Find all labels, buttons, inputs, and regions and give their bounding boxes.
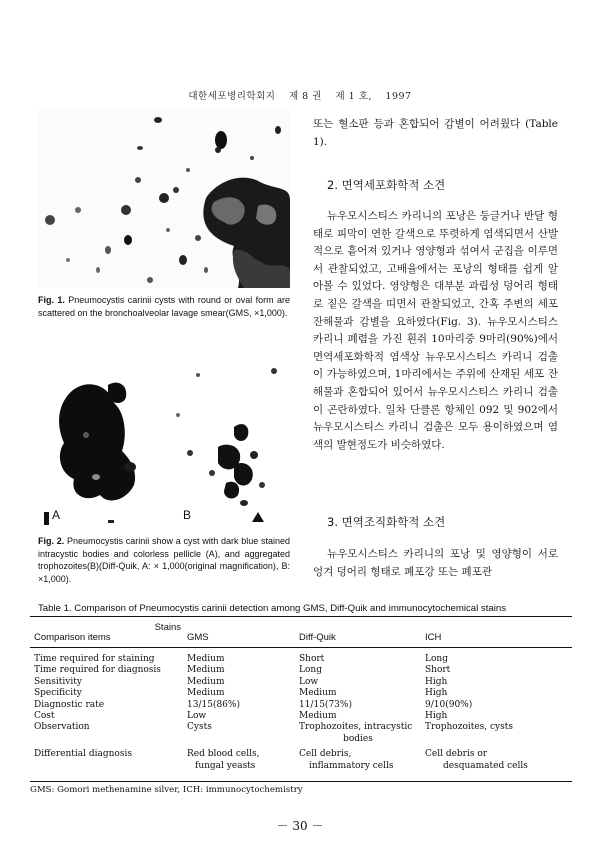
table-row <box>30 711 572 722</box>
table-cell-diffquik: Short <box>299 654 325 664</box>
table-cell-ich: 9/10(90%) <box>425 699 473 710</box>
section-3-paragraph: 뉴우모시스티스 카리니의 포낭 및 영양형이 서로 엉겨 덩어리 형태로 폐포강 또는 폐포관 <box>313 548 558 578</box>
table-cell-item: Time required for diagnosis <box>34 665 161 676</box>
para-continued <box>313 116 558 151</box>
table-corner-items: Comparison items <box>34 632 111 643</box>
table-cell-ich: Short <box>425 665 451 676</box>
table-row <box>30 648 572 665</box>
table-cell-diffquik <box>295 722 421 745</box>
section-3-body <box>313 546 558 581</box>
table-cell-line: Trophozoites, intracystic <box>299 722 413 733</box>
figure-2-caption <box>38 535 290 585</box>
section-2-body <box>313 208 558 454</box>
table-cell-ich: High <box>425 688 448 699</box>
table-1 <box>30 620 572 772</box>
section-2-heading: 2. 면역세포화학적 소견 <box>327 178 446 192</box>
table-cell-ich: Trophozoites, cysts <box>425 722 514 733</box>
table-top-rule <box>30 616 572 617</box>
table-cell-line: inflammatory cells <box>309 760 394 771</box>
table-row <box>30 700 572 711</box>
table-row <box>30 688 572 699</box>
page-number: － 30 － <box>276 819 324 833</box>
micrograph-gms <box>38 110 290 288</box>
figure-2-mark-a <box>44 512 49 525</box>
figure-1-label: Fig. 1. <box>38 295 65 305</box>
table-col-ich: ICH <box>425 632 442 643</box>
table-corner-cell <box>30 620 183 647</box>
table-cell-item: Time required for staining <box>34 654 155 664</box>
figure-1-caption <box>38 294 290 319</box>
table-cell-item: Differential diagnosis <box>34 749 132 760</box>
figure-1-image <box>38 110 290 288</box>
table-footnote: GMS: Gomori methenamine silver, ICH: immunocytochemistry <box>30 785 303 795</box>
table-cell-gms: Medium <box>187 665 225 676</box>
figure-2-image <box>38 355 290 527</box>
table-cell-diffquik: Long <box>299 665 322 676</box>
running-header: 대한세포병리학회지 제 8 권 제 1 호, 1997 <box>188 91 412 102</box>
figure-2-mark-triangle <box>252 512 264 522</box>
table-col-diffquik: Diff-Quik <box>299 632 336 643</box>
table-bottom-rule <box>30 781 572 782</box>
section-3-heading: 3. 면역조직화학적 소견 <box>327 515 446 529</box>
table-cell-gms: Medium <box>187 654 225 664</box>
table-row <box>30 745 572 772</box>
table-cell-gms: Medium <box>187 688 225 699</box>
table-cell-diffquik: Medium <box>299 688 337 699</box>
table-cell-item: Specificity <box>34 688 82 699</box>
table-row <box>30 722 572 745</box>
table-cell-item: Observation <box>34 722 90 733</box>
table-cell-line: Cell debris or <box>425 749 488 760</box>
table-cell-gms: Cysts <box>187 722 212 733</box>
table-cell-ich <box>421 745 572 772</box>
section-2-paragraph: 뉴우모시스티스 카리니의 포낭은 둥글거나 반달 형태로 피막이 연한 갈색으로 뚜렷하게 염색되면서 산발적으로 흩어져 있거나 영양형과 섞여서 군집을 이루면서 관찰되었고, 고배율에서는 포낭의 형태를 쉽게 알아볼 수 있었다. 영양형은 대부분 과립성 덩어리 형태로 짙은 갈색을 띠면서 관찰되었고, 간혹 주변의 세포 잔해물과 감별을 요하였다(Fig. 3). 뉴우모시스티스 카리니 폐렴을 가진 흰쥐 10마리중 9마리(90%)에서 면역세포화학적 염색상 뉴우모시스티스 카리니 검출이 가능하였으며, 1마리에서는 주위에 산재된 세포 잔해물과 혼합되어 있어서 뉴우모시스티스 카리니 검출이 곤란하였다. 일차 단클론 항체인 092 및 902에서 뉴우모시스티스 카리니 검출은 모두 용이하였으며 염색의 발현정도가 비슷하였다. <box>313 210 558 451</box>
table-cell-line: Red blood cells, <box>187 749 260 760</box>
table-cell-diffquik: 11/15(73%) <box>299 699 352 710</box>
figure-2-mark-dash <box>108 520 114 523</box>
table-row <box>30 677 572 688</box>
table-cell-item: Sensitivity <box>34 676 82 687</box>
table-cell-ich: High <box>425 676 448 687</box>
table-cell-line: fungal yeasts <box>195 760 256 771</box>
table-cell-line: Cell debris, <box>299 749 352 760</box>
micrograph-diff-quik <box>38 355 290 527</box>
figure-2-panel-b-label: B <box>183 508 192 522</box>
table-col-gms: GMS <box>187 632 209 643</box>
table-cell-ich: Long <box>425 654 448 664</box>
table-cell-diffquik <box>295 745 421 772</box>
table-cell-gms: 13/15(86%) <box>187 699 240 710</box>
table-cell-gms: Low <box>187 711 207 722</box>
table-cell-ich: High <box>425 711 448 722</box>
table-cell-diffquik: Medium <box>299 711 337 722</box>
table-cell-diffquik: Low <box>299 676 319 687</box>
table-cell-line: desquamated cells <box>443 760 528 771</box>
table-corner-stains: Stains <box>154 622 181 633</box>
table-header-row <box>30 620 572 647</box>
figure-2-panel-a-label: A <box>52 508 61 522</box>
table-cell-gms <box>183 745 295 772</box>
table-cell-line: bodies <box>343 733 373 744</box>
table-cell-gms: Medium <box>187 676 225 687</box>
table-cell-item: Diagnostic rate <box>34 699 105 710</box>
figure-2-caption-text: Pneumocystis carinii show a cyst with dark blue stained intracystic bodies and colorless pellicle (A), and aggregated trophozoites(B)(Diff-Quik, A: × 1,000(original magnification), B: ×1,000). <box>38 536 290 584</box>
table-cell-item: Cost <box>34 711 55 722</box>
figure-2-label: Fig. 2. <box>38 536 65 546</box>
table-row <box>30 665 572 676</box>
table-1-title: Table 1. Comparison of Pneumocystis carinii detection among GMS, Diff-Quik and immunocytochemical stains <box>38 603 506 614</box>
para-continued-text: 또는 혈소판 등과 혼합되어 감별이 어려웠다 (Table 1). <box>313 118 558 148</box>
figure-1-caption-text: Pneumocystis carinii cysts with round or oval form are scattered on the bronchoalveolar lavage smear(GMS, ×1,000). <box>38 295 290 318</box>
